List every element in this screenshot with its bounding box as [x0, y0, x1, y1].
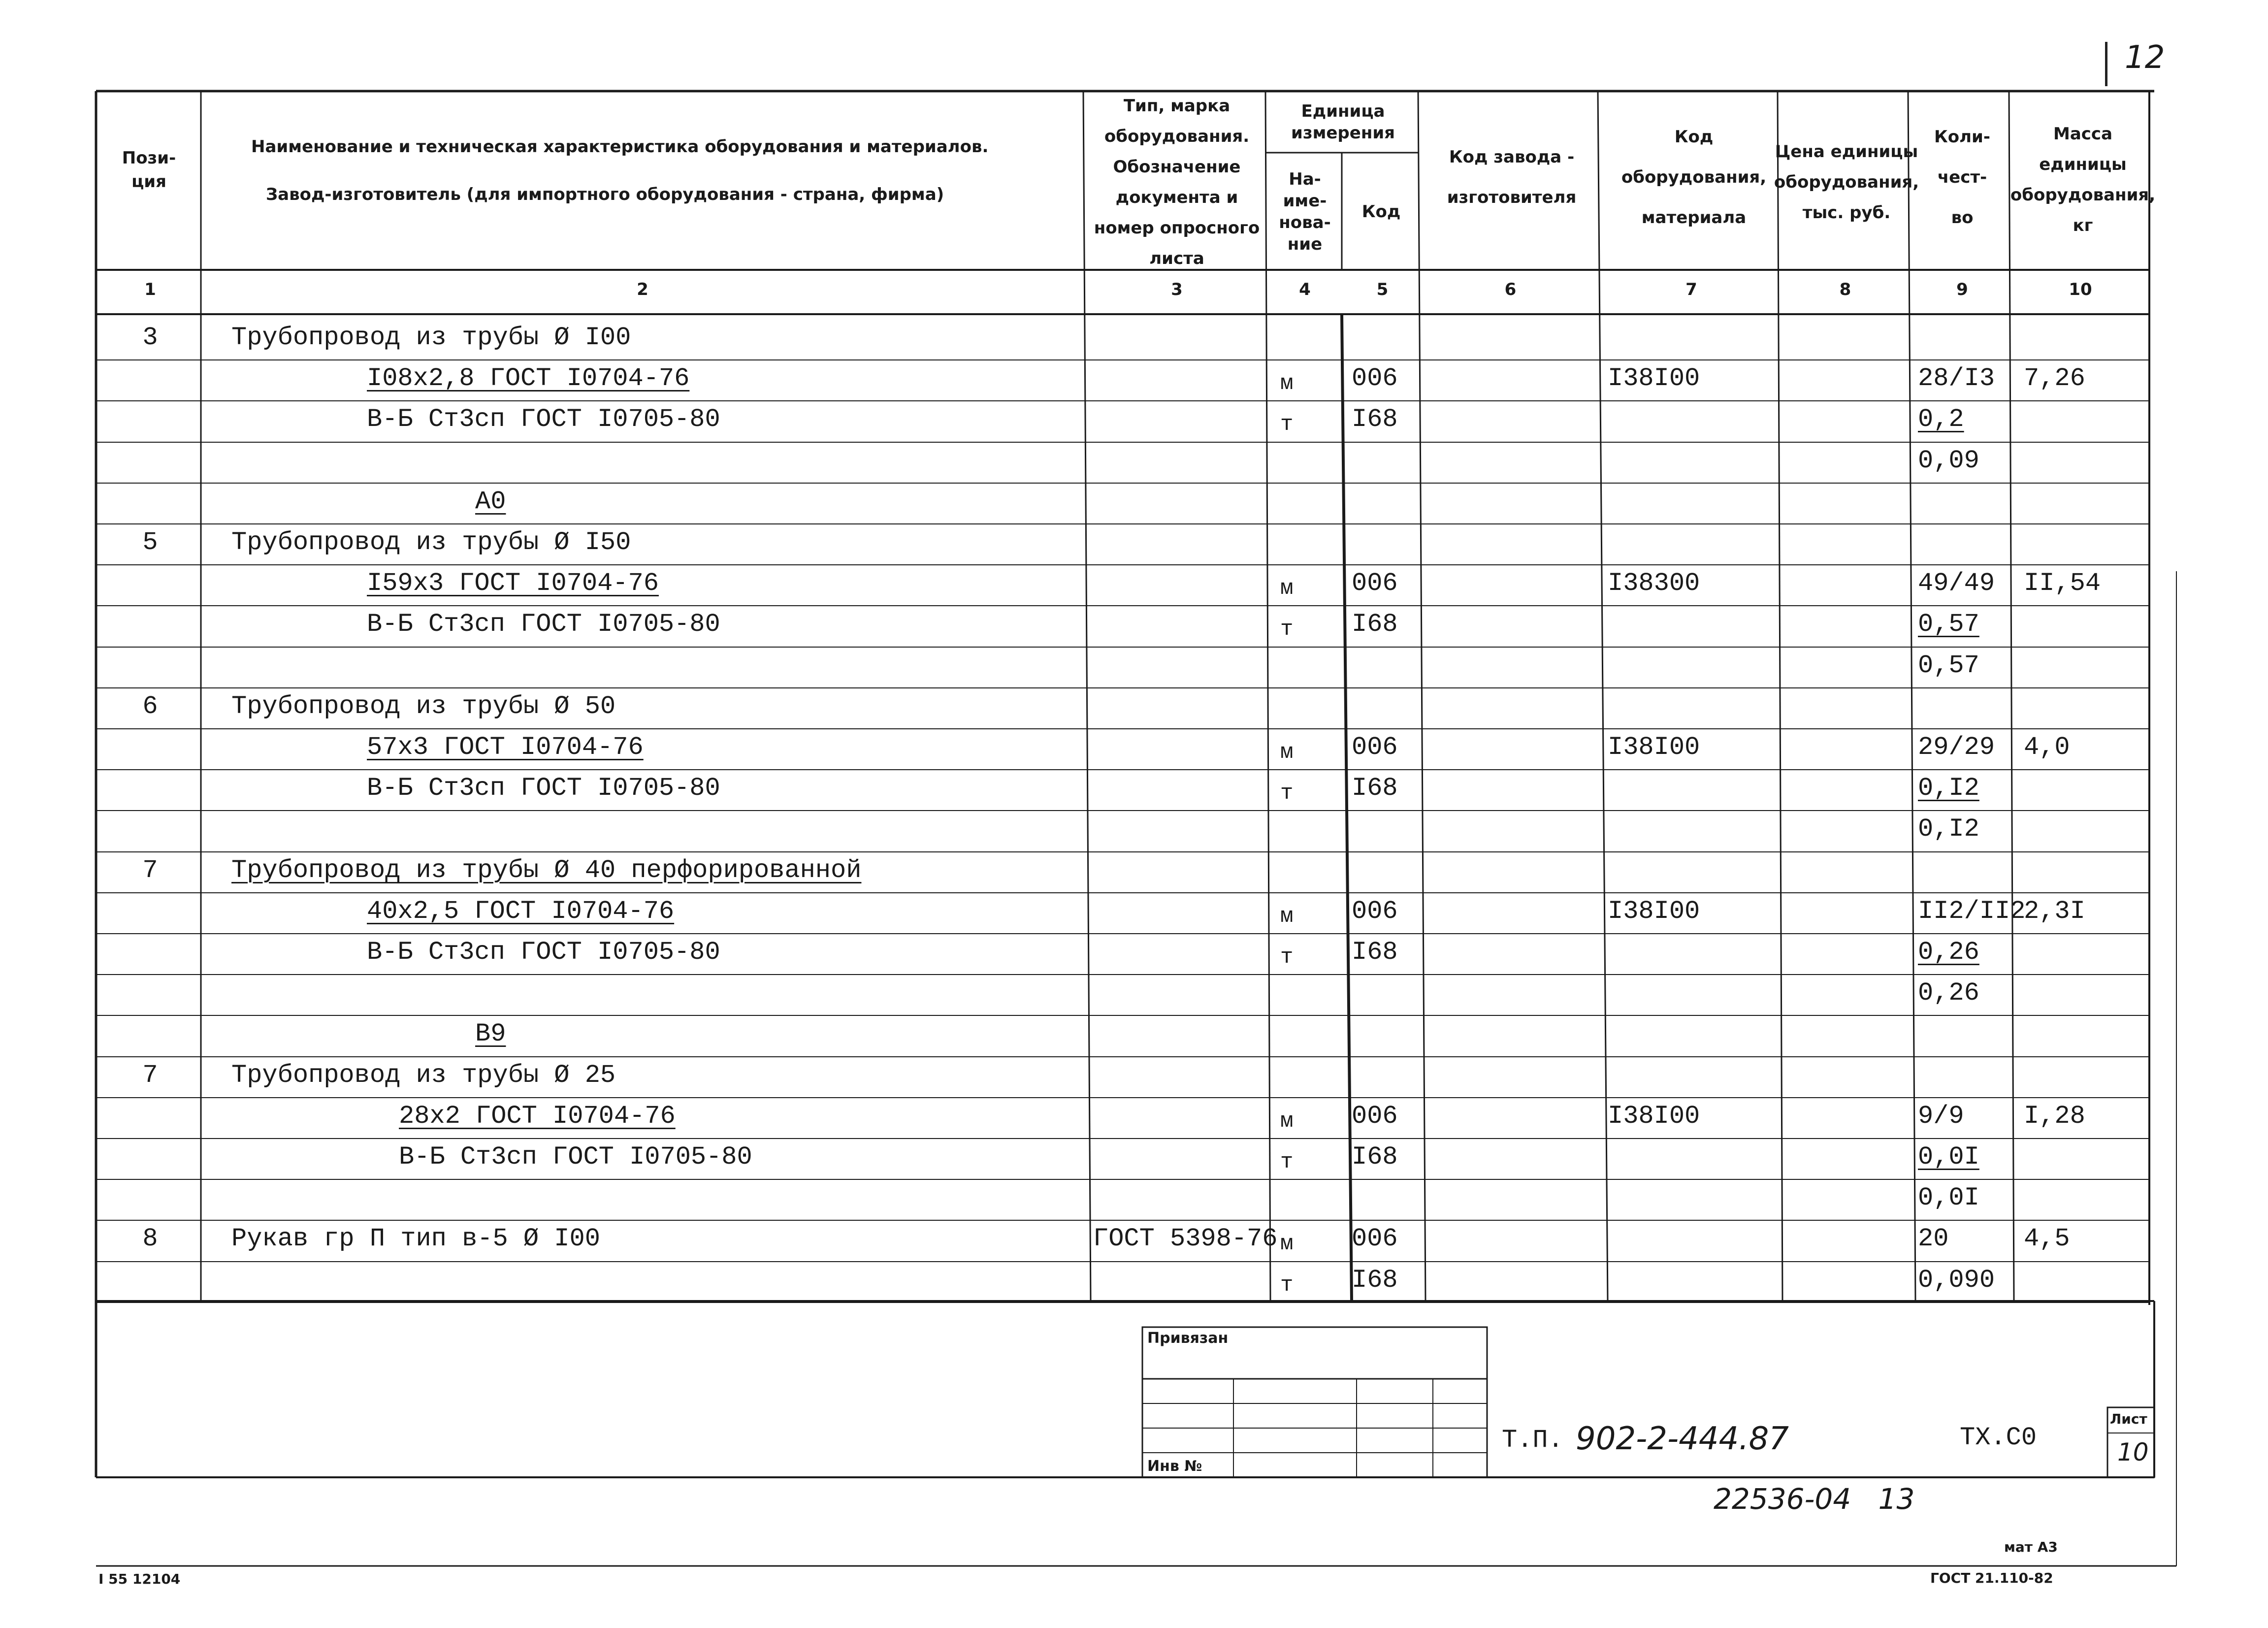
- stamp-doc-code: ТХ.С0: [1960, 1423, 2037, 1452]
- row-name: А0: [475, 487, 506, 516]
- row-name: 40x2,5 ГОСТ I0704-76: [367, 897, 675, 926]
- row-unit-code: 006: [1352, 364, 1398, 393]
- row-unit: т: [1280, 1273, 1294, 1298]
- row-name: 57x3 ГОСТ I0704-76: [367, 733, 644, 762]
- header-position: Пози- ция: [122, 148, 176, 192]
- row-unit: т: [1280, 781, 1294, 806]
- handwritten-archive-number: 22536-04 13: [1714, 1482, 1915, 1516]
- col-number-3: 3: [1171, 280, 1183, 299]
- row-unit-code: I68: [1352, 1266, 1398, 1295]
- row-name: В-Б Ст3сп ГОСТ I0705-80: [367, 610, 720, 639]
- row-quantity: 49/49: [1918, 569, 1995, 598]
- sheet-corner-number: 12: [2125, 39, 2165, 76]
- stamp-tp-number: 902-2-444.87: [1576, 1421, 1789, 1457]
- row-unit-code: I68: [1352, 1142, 1398, 1172]
- row-position: 7: [142, 1061, 158, 1090]
- row-unit: м: [1280, 904, 1294, 929]
- row-equipment-code: I38I00: [1608, 733, 1700, 762]
- row-name: В-Б Ст3сп ГОСТ I0705-80: [367, 774, 720, 803]
- row-unit: т: [1280, 1150, 1294, 1174]
- row-equipment-code: I38300: [1608, 569, 1700, 598]
- stamp-bound-label: Привязан: [1147, 1330, 1229, 1347]
- row-name: 28x2 ГОСТ I0704-76: [399, 1102, 676, 1131]
- row-unit: м: [1280, 1232, 1294, 1256]
- row-unit-code: I68: [1352, 405, 1398, 434]
- col-number-2: 2: [637, 280, 648, 299]
- header-qty: Коли- чест- во: [1934, 127, 1990, 228]
- footer-standard: ГОСТ 21.110-82: [1930, 1570, 2053, 1586]
- row-name: В-Б Ст3сп ГОСТ I0705-80: [367, 405, 720, 434]
- row-unit: т: [1280, 617, 1294, 642]
- row-unit: м: [1280, 371, 1294, 396]
- row-name: В-Б Ст3сп ГОСТ I0705-80: [367, 938, 720, 967]
- row-name: I08x2,8 ГОСТ I0704-76: [367, 364, 690, 393]
- row-unit-code: I68: [1352, 774, 1398, 803]
- row-name: Трубопровод из трубы Ø 25: [231, 1061, 616, 1090]
- row-quantity: 0,I2: [1918, 774, 1979, 803]
- row-name: В-Б Ст3сп ГОСТ I0705-80: [399, 1142, 752, 1172]
- col-number-6: 6: [1504, 280, 1517, 299]
- row-unit-code: 006: [1352, 897, 1398, 926]
- row-name: В9: [475, 1019, 506, 1048]
- row-unit-code: 006: [1352, 569, 1398, 598]
- row-name: Рукав гр П тип в-5 Ø I00: [231, 1224, 600, 1253]
- row-position: 6: [142, 692, 158, 721]
- col-number-7: 7: [1685, 280, 1697, 299]
- header-factory-code: Код завода - изготовителя: [1447, 147, 1577, 207]
- row-equipment-code: I38I00: [1608, 897, 1700, 926]
- header-name-line2: Завод-изготовитель (для импортного оборудования - страна, фирма): [266, 185, 944, 204]
- header-equipment-code: Код оборудования, материала: [1621, 127, 1767, 228]
- row-name: Трубопровод из трубы Ø 50: [231, 692, 616, 721]
- stamp-inv-label: Инв №: [1147, 1458, 1202, 1475]
- row-position: 8: [142, 1224, 158, 1253]
- row-equipment-code: I38I00: [1608, 1102, 1700, 1131]
- row-quantity: 9/9: [1918, 1102, 1964, 1131]
- col-number-9: 9: [1956, 280, 1968, 299]
- stamp-tp-label: Т.П.: [1502, 1426, 1563, 1455]
- row-unit-code: 006: [1352, 733, 1398, 762]
- row-quantity: 0,57: [1918, 651, 1979, 680]
- header-type: Тип, марка оборудования. Обозначение документа и номер опросного листа: [1094, 96, 1260, 268]
- stamp-sheet-number: 10: [2117, 1438, 2149, 1466]
- col-number-8: 8: [1839, 280, 1851, 299]
- row-unit: т: [1280, 945, 1294, 970]
- row-type: ГОСТ 5398-76: [1093, 1224, 1278, 1253]
- footer-format: мат А3: [2004, 1539, 2058, 1555]
- row-position: 7: [142, 856, 158, 885]
- row-position: 3: [142, 323, 158, 352]
- col-number-1: 1: [144, 280, 156, 299]
- row-mass: I,28: [2024, 1102, 2085, 1131]
- row-quantity: 0,090: [1918, 1266, 1995, 1295]
- header-unit: Единица измерения: [1291, 101, 1395, 143]
- row-quantity: 0,2: [1918, 405, 1964, 434]
- row-mass: 4,0: [2024, 733, 2070, 762]
- row-quantity: 0,09: [1918, 446, 1979, 475]
- header-mass: Масса единицы оборудования, кг: [2010, 124, 2156, 235]
- row-quantity: II2/II2: [1918, 897, 2026, 926]
- stamp-sheet-label: Лист: [2110, 1411, 2147, 1427]
- row-quantity: 0,26: [1918, 938, 1979, 967]
- col-number-4: 4: [1299, 280, 1311, 299]
- row-mass: II,54: [2024, 569, 2101, 598]
- row-name: I59x3 ГОСТ I0704-76: [367, 569, 659, 598]
- row-quantity: 0,0I: [1918, 1142, 1979, 1172]
- row-unit-code: I68: [1352, 938, 1398, 967]
- row-unit: м: [1280, 740, 1294, 765]
- row-quantity: 0,I2: [1918, 814, 1979, 844]
- row-name: Трубопровод из трубы Ø I00: [231, 323, 631, 352]
- row-quantity: 20: [1918, 1224, 1949, 1253]
- row-mass: 4,5: [2024, 1224, 2070, 1253]
- row-mass: 7,26: [2024, 364, 2085, 393]
- row-quantity: 0,26: [1918, 978, 1979, 1008]
- row-name: Трубопровод из трубы Ø I50: [231, 528, 631, 557]
- row-unit: м: [1280, 576, 1294, 601]
- header-unit-code: Код: [1361, 202, 1401, 222]
- footer-left-code: I 55 12104: [98, 1571, 181, 1587]
- col-number-10: 10: [2069, 280, 2092, 299]
- row-name: Трубопровод из трубы Ø 40 перфорированной: [231, 856, 862, 885]
- row-position: 5: [142, 528, 158, 557]
- row-quantity: 29/29: [1918, 733, 1995, 762]
- row-quantity: 0,0I: [1918, 1183, 1979, 1212]
- row-quantity: 28/I3: [1918, 364, 1995, 393]
- row-unit: м: [1280, 1109, 1294, 1134]
- header-unit-name: На- име- нова- ние: [1279, 169, 1331, 254]
- header-price: Цена единицы оборудования, тыс. руб.: [1774, 142, 1919, 223]
- row-unit-code: 006: [1352, 1224, 1398, 1253]
- row-unit-code: 006: [1352, 1102, 1398, 1131]
- row-unit: т: [1280, 412, 1294, 437]
- col-number-5: 5: [1376, 280, 1389, 299]
- row-unit-code: I68: [1352, 610, 1398, 639]
- row-quantity: 0,57: [1918, 610, 1979, 639]
- row-mass: 2,3I: [2024, 897, 2085, 926]
- header-name-line1: Наименование и техническая характеристика оборудования и материалов.: [251, 137, 989, 157]
- row-equipment-code: I38I00: [1608, 364, 1700, 393]
